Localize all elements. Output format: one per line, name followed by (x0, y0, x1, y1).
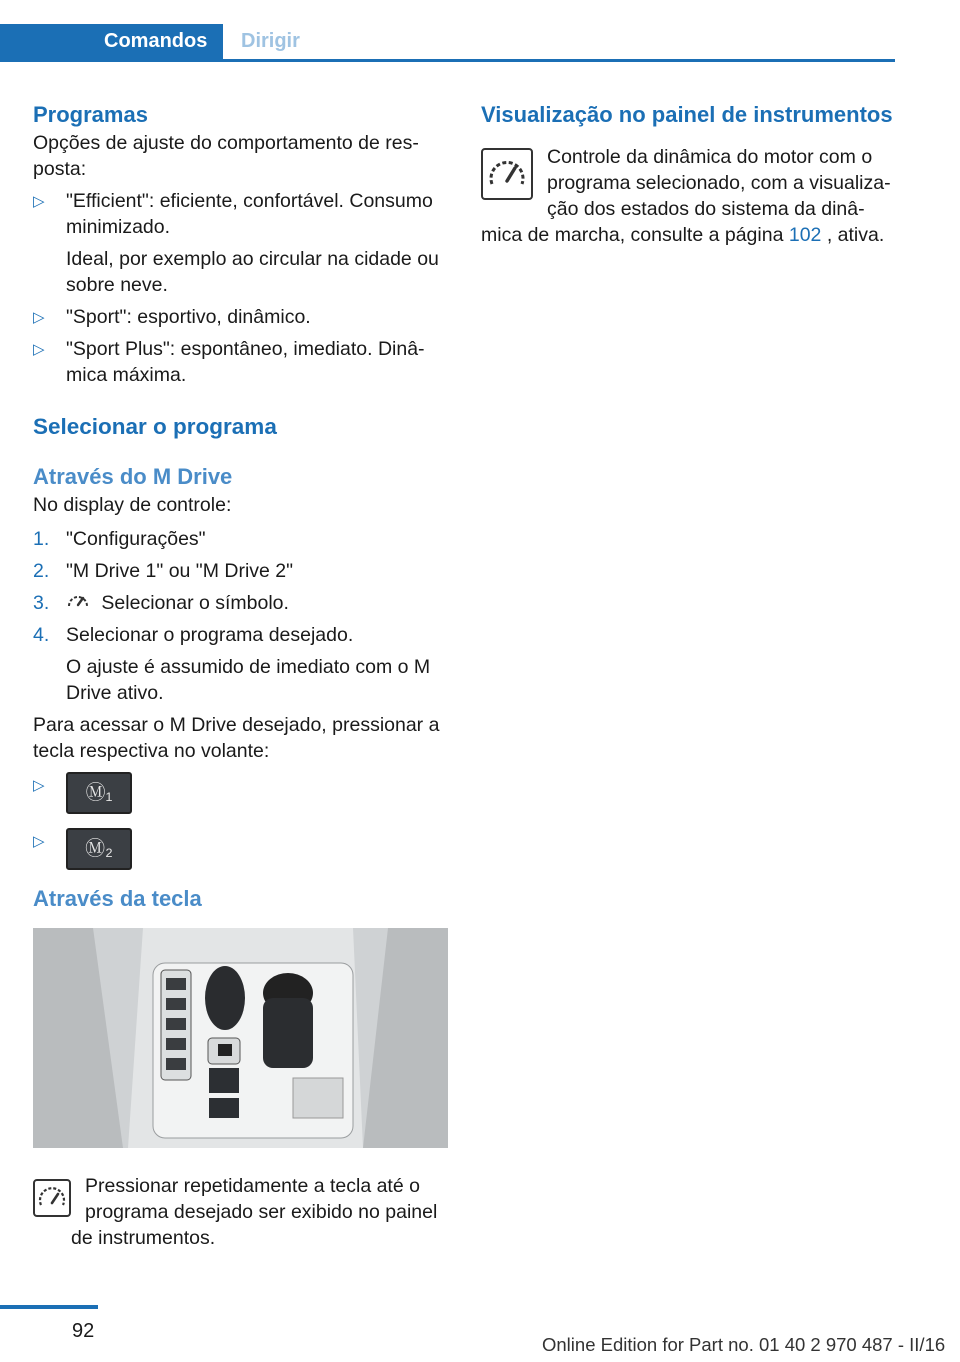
programs-intro: Opções de ajuste do comportamento de res-posta: (33, 132, 419, 180)
chapter-tabs (0, 24, 895, 62)
bullet-triangle-icon: ▷ (33, 193, 45, 210)
list-item (33, 828, 448, 868)
key-heading: Através da tecla (33, 886, 202, 911)
page-number: 92 (72, 1320, 95, 1342)
list-item: 1. "Configurações" (33, 528, 206, 550)
bullet-triangle-icon: ▷ (33, 777, 45, 794)
select-program-heading: Selecionar o programa (33, 414, 277, 439)
center-console-image (33, 928, 448, 1148)
wheel-keys-list (33, 772, 448, 868)
wheel-text: Para acessar o M Drive desejado, pressionar a tecla respectiva no volante: (33, 714, 440, 762)
bullet-triangle-icon: ▷ (33, 833, 45, 850)
right-column (481, 100, 896, 248)
list-item: ▷ "Sport": esportivo, dinâmico. (33, 304, 448, 330)
left-column (33, 100, 448, 1251)
list-item: ▷ "Efficient": eficiente, confortável. Consumo minimizado. Ideal, por exemplo ao circular na cidade ou sobre neve. (33, 190, 439, 296)
page-link[interactable]: 102 (788, 224, 822, 246)
m2-key-icon: Ⓜ₂ (66, 828, 132, 870)
instrument-display-body: Controle da dinâmica do motor com o programa selecionado, com a visualiza-ção dos estados do sistema da dinâ-mica de marcha, consulte a página 102 , ativa. (481, 146, 891, 246)
press-instruction: Pressionar repetidamente a tecla até o programa desejado ser exibido no painel de instrumentos. (33, 1173, 448, 1251)
programs-list (33, 188, 448, 388)
bullet-triangle-icon: ▷ (33, 341, 45, 358)
list-item: 2. "M Drive 1" ou "M Drive 2" (33, 560, 294, 582)
tab-dirigir[interactable]: Dirigir (241, 30, 300, 52)
list-item: 4. Selecionar o programa desejado. O ajuste é assumido de imediato com o M Drive ativo. (33, 624, 431, 704)
footer-rule (0, 1305, 98, 1309)
dynamic-driving-icon (33, 1179, 71, 1217)
steps-list (33, 526, 448, 706)
programs-heading: Programas (33, 102, 148, 127)
display-intro: No display de controle: (33, 494, 232, 516)
dynamic-driving-icon (66, 590, 90, 612)
list-item: 3. Selecionar o símbolo. (33, 592, 289, 614)
instrument-display-heading: Visualização no painel de instrumentos (481, 102, 893, 127)
m1-key-icon: Ⓜ₁ (66, 772, 132, 814)
tab-comandos[interactable]: Comandos (0, 24, 223, 59)
mdrive-heading: Através do M Drive (33, 464, 233, 489)
dynamic-driving-icon (481, 148, 533, 200)
list-item: ▷ "Sport Plus": espontâneo, imediato. Dinâ-mica máxima. (33, 338, 425, 386)
edition-text: Online Edition for Part no. 01 40 2 970 487 - II/16 (542, 1334, 946, 1355)
list-item (33, 772, 448, 812)
bullet-triangle-icon: ▷ (33, 309, 45, 326)
